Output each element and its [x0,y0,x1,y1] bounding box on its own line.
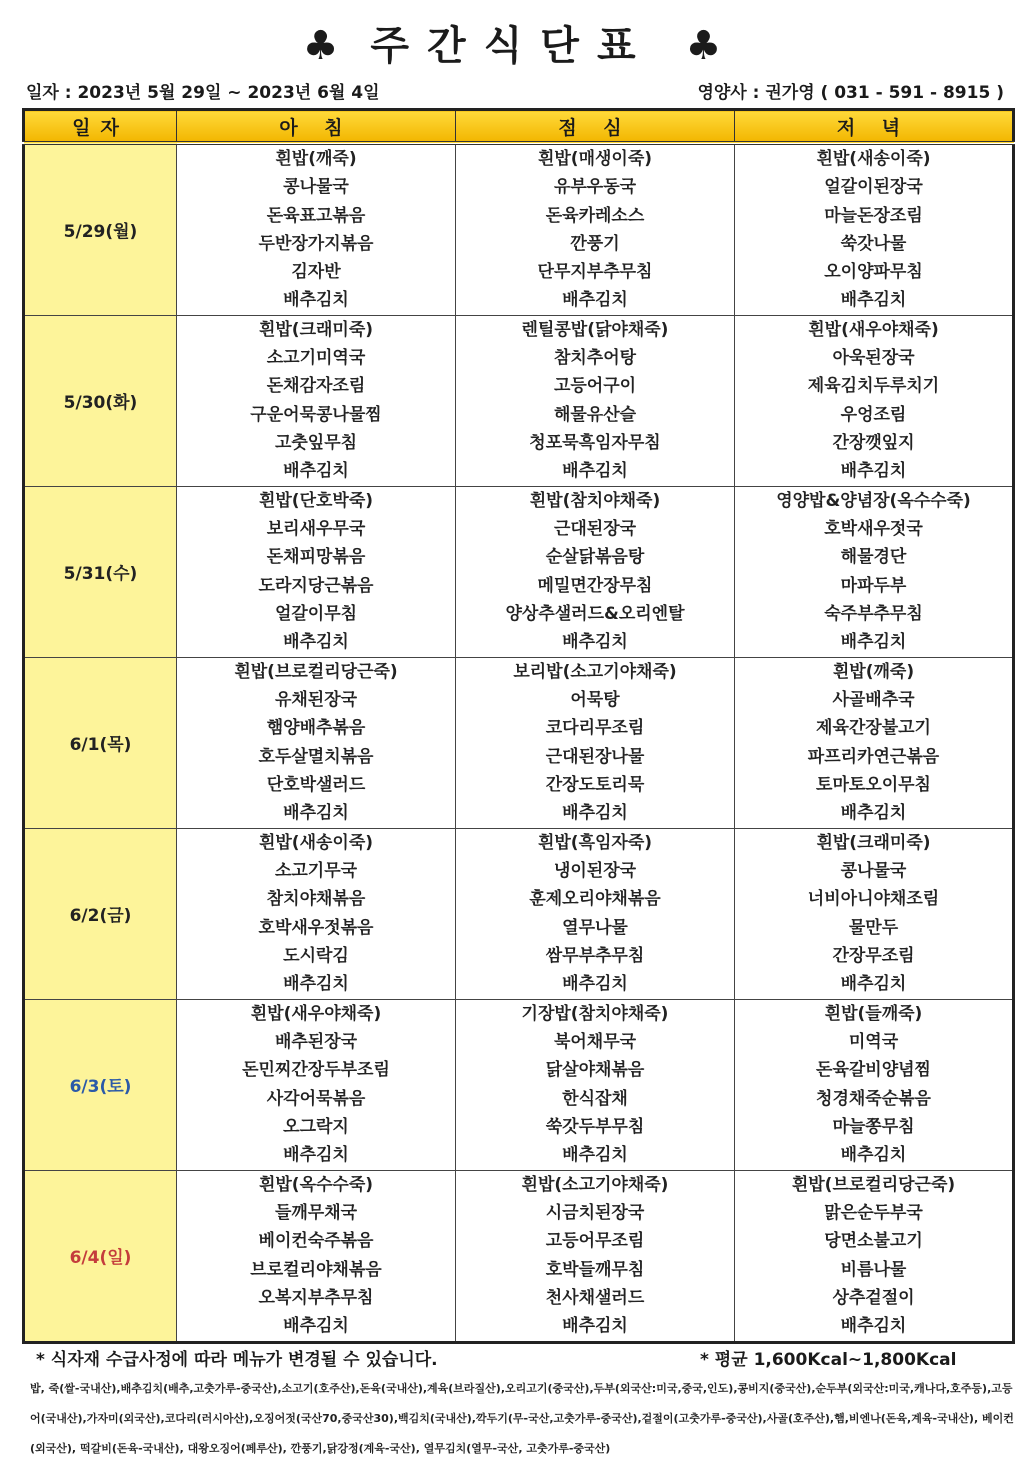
menu-item: 청경채죽순볶음 [816,1088,931,1109]
menu-item: 도시락김 [283,946,349,967]
menu-item: 마늘돈장조림 [824,205,923,226]
menu-item: 흰밥(단호박죽) [258,490,374,511]
menu-item: 맑은순두부국 [824,1203,923,1224]
origin-info: 밥, 죽(쌀-국내산),배추김치(배추,고춧가루-중국산),소고기(호주산),돈육(국내산),계육(브라질산),오리고기(중국산),두부(외국산:미국,중국,인도),콩비지(중국산),순두부(외국산:미국,캐나다,호주등),고등어(국내산),가자미(외국산),코다리(러시아산),오징어젓(국산70,중국산30),백김치(국내산),깍두기(무-국산,고춧가루-중국산),겉절이(고춧가루-중국산),사골(호주산),햄,비엔나(돈육,계육-국내산), 베이컨(외국산), 떡갈비(돈육-국내산), 대왕오징어(페루산), 깐풍기,닭강정(계육-국산), 열무김치(열무-국산, 고춧가루-중국산) [30,1382,1014,1455]
menu-item: 배추김치 [840,1316,907,1337]
menu-item: 브로컬리야채볶음 [250,1259,382,1280]
dinner-cell [735,828,1014,999]
menu-item: 콩나물국 [283,177,349,198]
menu-item: 배추김치 [283,803,349,824]
menu-item: 참치야채볶음 [266,889,366,910]
menu-item: 콩나물국 [840,861,907,882]
menu-item: 호박새우젓국 [824,519,923,540]
menu-item: 호두살멸치볶음 [258,746,374,767]
lunch-cell [456,315,735,486]
breakfast-cell [177,1170,456,1342]
menu-table [22,108,1015,1344]
dinner-cell [735,315,1014,486]
menu-item: 시금치된장국 [545,1203,645,1224]
menu-item: 냉이된장국 [553,861,637,882]
menu-item: 열무나물 [562,917,628,938]
menu-item: 너비아니야채조림 [807,889,940,910]
menu-item: 흰밥(소고기야채죽) [521,1174,669,1195]
menu-item: 쑥갓두부무침 [545,1117,645,1138]
menu-item: 베이컨숙주볶음 [258,1231,374,1252]
menu-item: 해물유산슬 [553,404,637,425]
menu-item: 돈육카레소스 [545,205,645,226]
menu-item: 훈제오리야채볶음 [529,889,661,910]
menu-item: 렌틸콩밥(닭야채죽) [521,319,669,340]
menu-item: 돈육표고볶음 [266,205,366,226]
menu-item: 마파두부 [840,575,907,596]
menu-item: 흰밥(참치야채죽) [529,490,661,511]
breakfast-cell [177,315,456,486]
menu-item: 사골배추국 [832,690,915,711]
menu-item: 흰밥(옥수수죽) [258,1174,374,1195]
menu-item: 영양밥&양념장(옥수수죽) [776,490,971,511]
menu-item: 북어채무국 [553,1032,637,1053]
menu-item: 돈육갈비양념찜 [816,1060,931,1081]
day-date: 6/3(토) [24,999,177,1170]
day-row [24,315,1014,486]
menu-item: 참치추어탕 [553,348,637,369]
day-date: 5/30(화) [24,315,177,486]
menu-item: 해물경단 [840,547,907,568]
menu-item: 김자반 [291,262,341,283]
menu-item: 보리새우무국 [266,519,366,540]
calorie-notice: * 평균 1,600Kcal~1,800Kcal [700,1350,957,1370]
menu-item: 천사채샐러드 [545,1287,645,1308]
menu-item: 얼갈이된장국 [824,177,923,198]
menu-item: 토마토오이무침 [816,775,931,796]
menu-item: 얼갈이무침 [274,604,358,625]
breakfast-cell [177,999,456,1170]
menu-item: 배추김치 [283,290,349,311]
menu-item: 햄양배추볶음 [266,718,366,739]
lunch-cell [456,999,735,1170]
menu-item: 마늘쫑무침 [832,1117,915,1138]
menu-item: 돈채감자조림 [266,376,366,397]
menu-item: 간장무조림 [832,946,915,967]
header-breakfast: 아 침 [177,110,456,144]
menu-item: 배추김치 [840,461,907,482]
menu-item: 단무지부추무침 [537,262,653,283]
menu-item: 배추김치 [840,974,907,995]
menu-item: 돈민찌간장두부조림 [242,1060,390,1081]
menu-item: 배추김치 [840,1145,907,1166]
menu-item: 흰밥(새우야채죽) [250,1003,382,1024]
menu-item: 어묵탕 [570,690,620,711]
menu-item: 오이양파무침 [824,262,923,283]
menu-item: 배추김치 [562,461,628,482]
menu-item: 배추김치 [562,1145,628,1166]
menu-item: 쑥갓나물 [840,233,907,254]
menu-item: 우엉조림 [840,404,907,425]
breakfast-cell [177,143,456,315]
menu-item: 미역국 [848,1032,899,1053]
breakfast-cell [177,486,456,657]
menu-item: 유채된장국 [274,690,358,711]
day-row [24,1170,1014,1342]
day-row [24,828,1014,999]
menu-item: 흰밥(새송이죽) [258,832,374,853]
dinner-cell [735,657,1014,828]
menu-item: 기장밥(참치야채죽) [521,1003,669,1024]
menu-item: 배추김치 [840,290,907,311]
header-dinner: 저 녁 [735,110,1014,144]
menu-item: 흰밥(브로컬리당근죽) [791,1174,956,1195]
menu-item: 닭살야채볶음 [545,1060,645,1081]
menu-item: 배추김치 [283,1316,349,1337]
menu-body [24,143,1014,1342]
nutritionist-text: 영양사 : 권가영 ( 031 - 591 - 8915 ) [697,83,1004,103]
menu-item: 비름나물 [840,1259,907,1280]
lunch-cell [456,657,735,828]
menu-item: 한식잡채 [562,1088,628,1109]
day-date: 5/29(월) [24,143,177,315]
menu-item: 배추김치 [283,974,349,995]
day-date: 6/1(목) [24,657,177,828]
menu-item: 보리밥(소고기야채죽) [513,661,677,682]
menu-item: 고등어무조림 [545,1231,645,1252]
breakfast-cell [177,828,456,999]
day-date: 5/31(수) [24,486,177,657]
menu-item: 두반장가지볶음 [258,233,374,254]
day-row [24,486,1014,657]
club-icon: ♣ [685,23,722,69]
menu-item: 구운어묵콩나물찜 [250,404,382,425]
menu-item: 간장도토리묵 [545,775,645,796]
menu-item: 양상추샐러드&오리엔탈 [505,604,685,625]
dinner-cell [735,143,1014,315]
menu-item: 숙주부추무침 [824,604,923,625]
menu-item: 흰밥(새우야채죽) [808,319,939,340]
menu-item: 상추겉절이 [832,1287,915,1308]
change-notice: * 식자재 수급사정에 따라 메뉴가 변경될 수 있습니다. [36,1350,438,1370]
breakfast-cell [177,657,456,828]
menu-item: 호박새우젓볶음 [258,917,374,938]
menu-item: 배추김치 [840,803,907,824]
menu-item: 흰밥(흑임자죽) [537,832,653,853]
menu-item: 유부우동국 [553,177,637,198]
lunch-cell [456,143,735,315]
menu-item: 흰밥(크래미죽) [816,832,931,853]
header-row [24,110,1014,144]
menu-item: 흰밥(크래미죽) [258,319,374,340]
menu-item: 배추김치 [283,632,349,653]
lunch-cell [456,1170,735,1342]
menu-item: 배추된장국 [274,1032,358,1053]
menu-item: 파프리카연근볶음 [807,746,940,767]
menu-item: 배추김치 [283,461,349,482]
club-icon: ♣ [302,23,339,69]
menu-item: 근대된장국 [553,519,637,540]
menu-item: 도라지당근볶음 [258,575,374,596]
menu-item: 제육김치두루치기 [807,376,940,397]
menu-item: 배추김치 [562,632,628,653]
period-text: 일자 : 2023년 5월 29일 ~ 2023년 6월 4일 [26,83,380,103]
menu-item: 사각어묵볶음 [266,1088,366,1109]
menu-item: 근대된장나물 [545,746,645,767]
menu-item: 배추김치 [283,1145,349,1166]
menu-item: 흰밥(깨죽) [275,149,357,169]
menu-item: 메밀면간장무침 [537,575,653,596]
dinner-cell [735,999,1014,1170]
day-row [24,657,1014,828]
menu-item: 배추김치 [562,803,628,824]
menu-item: 순살닭볶음탕 [545,547,645,568]
menu-item: 당면소불고기 [824,1231,923,1252]
menu-item: 돈채피망볶음 [266,547,366,568]
menu-item: 깐풍기 [570,233,620,254]
menu-item: 흰밥(새송이죽) [816,149,931,169]
menu-item: 호박들깨무침 [545,1259,645,1280]
menu-item: 흰밥(들깨죽) [824,1003,923,1024]
dinner-cell [735,486,1014,657]
menu-item: 단호박샐러드 [266,775,366,796]
menu-item: 배추김치 [562,974,628,995]
lunch-cell [456,828,735,999]
menu-item: 소고기무국 [274,861,358,882]
menu-item: 오복지부추무침 [258,1287,374,1308]
menu-item: 코다리무조림 [545,718,645,739]
header-lunch: 점 심 [456,110,735,144]
menu-item: 오그락지 [283,1117,349,1138]
day-date: 6/2(금) [24,828,177,999]
menu-item: 쌈무부추무침 [545,946,645,967]
menu-item: 물만두 [848,917,899,938]
menu-item: 고춧잎무침 [274,433,358,454]
menu-item: 흰밥(브로컬리당근죽) [234,661,398,682]
day-row [24,143,1014,315]
page-title [0,14,1024,71]
menu-item: 제육간장불고기 [816,718,931,739]
menu-item: 배추김치 [840,632,907,653]
day-row [24,999,1014,1170]
menu-item: 고등어구이 [553,376,637,397]
menu-item: 배추김치 [562,1316,628,1337]
menu-item: 소고기미역국 [266,348,366,369]
menu-item: 간장깻잎지 [832,433,915,454]
menu-item: 흰밥(깨죽) [832,661,915,682]
day-date: 6/4(일) [24,1170,177,1342]
menu-item: 아욱된장국 [832,348,915,369]
title-text: 주간식단표 [370,23,654,69]
menu-item: 흰밥(매생이죽) [537,149,653,169]
lunch-cell [456,486,735,657]
header-date: 일자 [24,110,177,144]
menu-item: 들깨무채국 [274,1203,358,1224]
menu-item: 청포묵흑임자무침 [529,433,661,454]
menu-item: 배추김치 [562,290,628,311]
dinner-cell [735,1170,1014,1342]
